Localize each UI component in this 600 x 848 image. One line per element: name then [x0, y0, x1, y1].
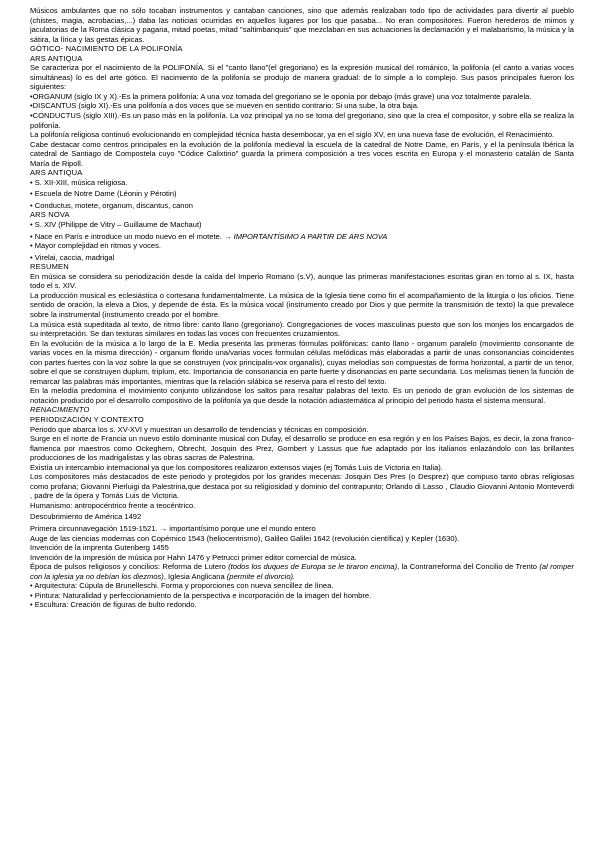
humanismo-line: Humanismo: antropocéntrico frente a teocéntrico.	[30, 500, 196, 510]
arquitectura-item: • Arquitectura: Cúpula de Brunelleschi. Forma y proporciones con nueva sencillez de línea.	[30, 581, 334, 591]
epoca-text: Época de pulsos religiosos y concilios: Reforma de Lutero	[30, 562, 229, 572]
ars-nova-heading: ARS NOVA	[30, 210, 70, 220]
polifonia-religiosa-paragraph: La polifonía religiosa continuó evolucionando en complejidad técnica hasta desembocar, ya en el siglo XV, en una nueva fase de evolución, el Renacimiento.	[30, 130, 555, 140]
list-item: • Virelai, caccia, madrigal	[30, 252, 115, 262]
ars-antiqua-list	[30, 178, 574, 211]
renacimiento-paragraph: Periodo que abarca los s. XV-XVI y muestran un desarrollo de tendencias y técnicas en composición.	[30, 424, 369, 434]
epoca-italic-text: (todos los duques de Europa se le tiraron encima)	[228, 562, 398, 572]
organum-item: •ORGANUM (siglo IX y X).-Es la primera polifonía: A una voz tomada del gregoriano se le oponía por debajo (más grave) una voz totalmente paralela.	[30, 91, 532, 101]
resumen-paragraph: La producción musical es eclesiástica o cortesana fundamentalmente. La música de la Iglesia tiene como fin el acompañamiento de la liturgia o los oficios. Tiene sentido de oración, la eleva a Dios, y depende de ésta. Es la música vocal (instrumento creado por Dios y que permite la transmisión de texto) la que prevalece sobre la instrumental (instrumento creado por el hombre.	[30, 290, 574, 319]
epoca-text: , Iglesia Anglicana	[163, 571, 227, 581]
emphasis-text: IMPORTANTÍSIMO A PARTIR DE ARS NOVA	[233, 231, 388, 241]
list-item: • S. XIV (Philippe de Vitry – Guillaume de Machaut)	[30, 220, 202, 230]
escultura-item: • Escultura: Creación de figuras de bulto redondo.	[30, 600, 197, 610]
imprenta-line: Invención de la imprenta Gutenberg 1455	[30, 543, 169, 553]
resumen-paragraph: En la melodía predomina el movimiento conjunto utilizándose los saltos para resaltar palabras del texto. Es un periodo de gran evolución de los sistemas de notación producido por el desarrollo compositivo de la polifonía ya que desde la notación adiastemática al principio del periodo hasta el sistema mensural.	[30, 386, 574, 405]
discantus-item: •DISCANTUS (siglo XI).-Es una polifonía a dos voces que se mueven en sentido contrario: Si una sube, la otra baja.	[30, 101, 419, 111]
resumen-heading: RESUMEN	[30, 262, 69, 272]
resumen-paragraph: La música está supeditada al texto, de ritmo libre: canto llano (gregoriano). Congregaciones de voces masculinas puesto que son los monjes los encargados de su interpretación. Se dan texturas similares en todas las voces con frecuentes cruzamientos.	[30, 319, 574, 339]
gotico-heading: GÓTICO- NACIMIENTO DE LA POLIFONÍA	[30, 44, 183, 54]
centros-paragraph: Cabe destacar como centros principales en la evolución de la polifonía medieval la escuela de la catedral de Notre Dame, en París, y el la península Ibérica la catedral de Santiago de Compostela cuyo "Códice Calixtino" guarda la primera composición a tres voces escrita en Europa y el monasterio catalán de Santa María de Ripoll.	[30, 139, 574, 168]
epoca-italic-text: (permite el divorcio).	[226, 571, 296, 581]
epoca-paragraph	[30, 562, 574, 581]
renacimiento-paragraph: Los compositores más destacados de este periodo y protegidos por los grandes mecenas: Josquin Des Pres (o Desprez) que compuso tanto obras religiosas como profana; Giovanni Pierluigi da Palestrina,que destaca por su religiosidad y dominio del contrapunto; Orlando di Lasso , Claudio Giovanni Antonio Monteverdi , padre de la ópera y Tomás Luis de Victoria.	[30, 472, 574, 501]
renacimiento-paragraph: Surge en el norte de Francia un nuevo estilo dominante musical con Dufay, el desarrollo se produce en esa región y en los Países Bajos, es decir, la zona franco-flamenca por maestros como Ockeghem, Obrecht, Josquin des Prez, Gombert y Lassus que fue adaptado por los italianos enlazándolo con las brillantes producciones de los madrigalistas y las obras sacras de Palestrina.	[30, 434, 574, 463]
ars-antiqua-heading: ARS ANTIQUA	[30, 53, 83, 63]
epoca-italic-text: (al romper con la iglesia ya no debían los diezmos)	[30, 562, 574, 581]
resumen-paragraph: En música se considera su periodización desde la caída del Imperio Romano (s.V), aunque las primeras manifestaciones escritas giran en torno al s. IX, hasta todo el s. XIV.	[30, 271, 574, 291]
ars-antiqua-paragraph: Se caracteriza por el nacimiento de la POLIFONÍA. Si el "canto llano"(el gregoriano) es la expresión musical del románico, la polifonía (el canto a varias voces simultáneas) lo es del arte gótico. El nacimiento de la polifonía se produjo de manera gradual: de lo simple a lo complejo. Sus pasos principales fueron los siguientes:	[30, 63, 574, 92]
list-item	[30, 232, 574, 242]
renacimiento-paragraph: Existía un intercambio internacional ya que los compositores realizaron extensos viajes (ej Tomás Luis de Victoria en Italia).	[30, 462, 443, 472]
impresion-line: Invención de la impresión de música por Hahn 1476 y Petrucci primer editor comercial de música.	[30, 552, 357, 562]
list-item: • Mayor complejidad en ritmos y voces.	[30, 241, 161, 251]
pintura-item: • Pintura: Naturalidad y perfeccionamiento de la perspectiva e incorporación de la imagen del hombre.	[30, 590, 372, 600]
periodizacion-heading: PERIODIZACIÓN Y CONTEXTO	[30, 414, 144, 424]
document-page	[30, 6, 574, 610]
circunnavegacion-line: Primera circunnavegación 1519-1521. → importantísimo porque une el mundo entero	[30, 523, 316, 533]
epoca-text: , la Contrarreforma del Concilio de Trento	[397, 562, 540, 572]
conductus-item: •CONDUCTUS (siglo XIII).-Es un paso más en la polifonía. La voz principal ya no se toma del gregoriano, sino que la crea el compositor, y sobre ella se realiza la polifonía.	[30, 111, 574, 130]
list-item: • Conductus, motete, organum, discantus, canon	[30, 200, 193, 210]
list-item: • S. XII-XIII, música religiosa.	[30, 177, 128, 187]
ciencias-line: Auge de las ciencias modernas con Copérnico 1543 (heliocentrismo), Galileo Galilei 1642 (revolución científica) y Kepler (1630).	[30, 533, 460, 543]
renacimiento-heading: RENACIMIENTO	[30, 405, 90, 415]
list-item: • Escuela de Notre Dame (Léonin y Pérotin)	[30, 189, 177, 199]
intro-paragraph: Músicos ambulantes que no sólo tocaban instrumentos y cantaban canciones, sino que además realizaban todo tipo de actividades para divertir al pueblo (chistes, magia, acrobacias,...) daba las noticias ocurridas en aquellos lugares por los que pasaba... No eran compositores. Fueron herederos de mimos y jaculatorias de la Roma clásica y pagana, mitad poetas, mitad "saltimbanquis" que mezclaban en sus actuaciones la declamación y el malabarismo, la música y la sátira, la lírica y las gestas épicas.	[30, 6, 574, 44]
descubrimiento-line: Descubrimiento de América 1492	[30, 512, 142, 522]
ars-nova-list	[30, 220, 574, 262]
list-item-text: • Nace en París e introduce un modo nuevo en el motete. →	[30, 231, 234, 241]
resumen-paragraph: En la evolución de la música a lo largo de la E. Media presenta las primeras fórmulas polifónicas: canto llano - organum paralelo (movimiento consonante de varias voces en la misma dirección) - organum florido una/varias voces formulan células melódicas más elaboradas a partir de unas consonancias coincidentes con partes fuertes con la voz sobre la que se construyen (vox principalis-vox organalis), cuyas melodías son compuestas de forma horizontal, a partir de un tenor, sobre el que se construyen duplum, triplum, etc. Importancia de consonancia en parte fuerte y disonancias en parte secundaria. Los melismas tienen la función de remarcar las palabras más importantes, mientras que la relación silábica se reserva para el resto del texto.	[30, 338, 574, 386]
ars-antiqua-summary-heading: ARS ANTIQUA	[30, 168, 83, 178]
